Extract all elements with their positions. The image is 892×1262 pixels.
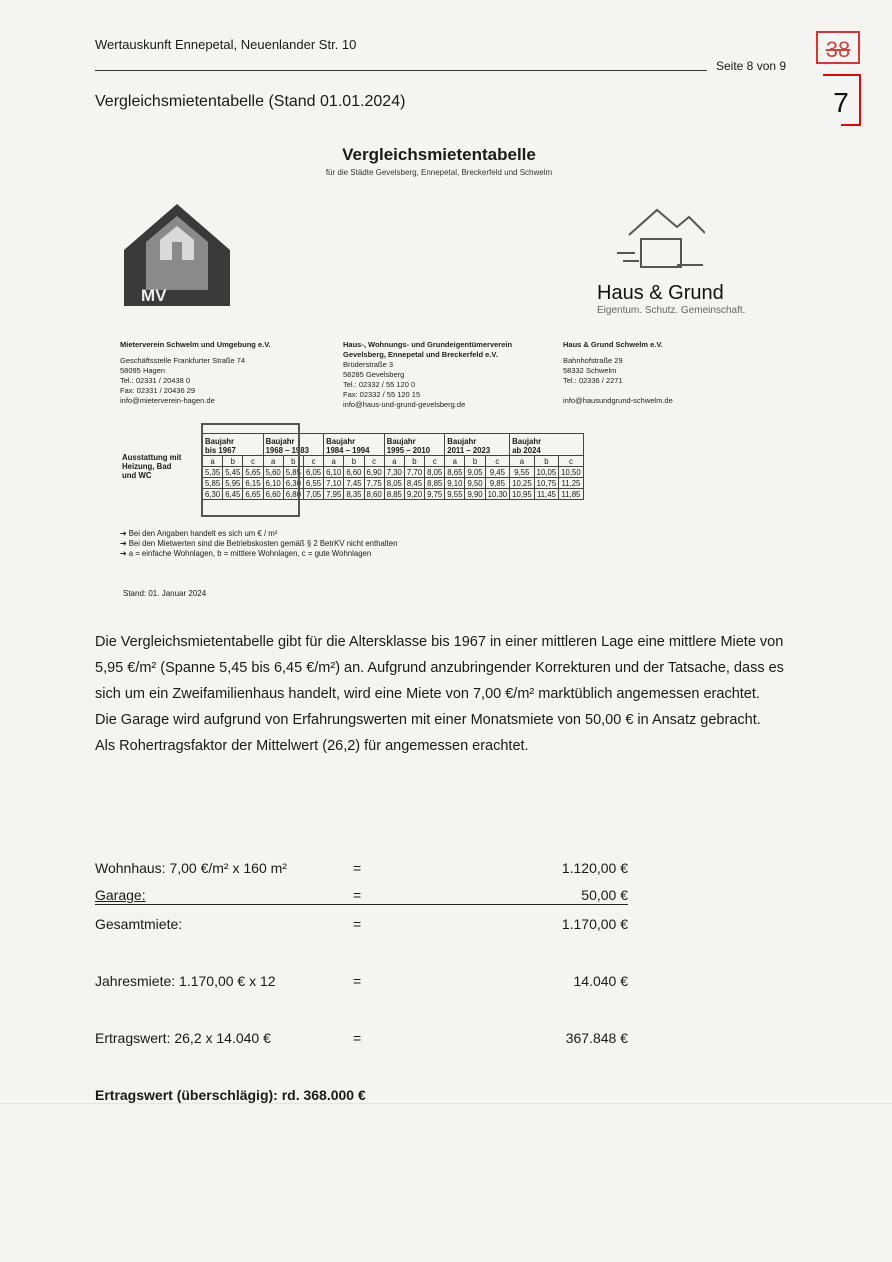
table-stand-date: Stand: 01. Januar 2024 <box>123 589 207 598</box>
page-number: Seite 8 von 9 <box>716 59 787 73</box>
table-cell: 6,15 <box>243 478 263 489</box>
table-cell: 6,60 <box>263 489 283 500</box>
table-cell: 5,95 <box>223 478 243 489</box>
org-line: Tel.: 02331 / 20438 0 <box>120 376 191 385</box>
sub-column-header: b <box>223 456 243 467</box>
table-cell: 7,45 <box>344 478 364 489</box>
calc-gesamt-label: Gesamtmiete: <box>95 916 183 932</box>
row-label <box>120 434 203 500</box>
paragraph: Die Garage wird aufgrund von Erfahrungswerten mit einer Monatsmiete von 50,00 € in Ansatz gebracht. <box>95 712 761 728</box>
table-cell: 9,50 <box>465 478 485 489</box>
group-header: Baujahr bis 1967 <box>203 434 264 456</box>
calc-equals: = <box>353 887 362 903</box>
table-cell: 6,10 <box>324 467 344 478</box>
org-mieterverein <box>120 340 271 406</box>
stamp-new-page: 7 <box>823 74 861 124</box>
table-cell: 9,85 <box>485 478 510 489</box>
row-label-line: und WC <box>122 471 152 480</box>
org-line: Geschäftsstelle Frankfurter Straße 74 <box>120 356 246 365</box>
table-cell: 7,10 <box>324 478 344 489</box>
table-cell: 10,25 <box>510 478 535 489</box>
sub-column-header: a <box>324 456 344 467</box>
org-name-line2: Gevelsberg, Ennepetal und Breckerfeld e.V. <box>343 350 498 359</box>
rent-comparison-table <box>120 433 584 500</box>
table-cell: 8,45 <box>404 478 424 489</box>
note-item: ➔ a = einfache Wohnlagen, b = mittlere Wohnlagen, c = gute Wohnlagen <box>120 549 372 558</box>
note-item: ➔ Bei den Mietwerten sind die Betriebskosten gemäß § 2 BetrKV nicht enthalten <box>120 539 398 548</box>
table-cell: 10,50 <box>559 467 584 478</box>
stamp-old-page: 38 <box>816 31 860 64</box>
org-line: info@hausundgrund-schwelm.de <box>563 396 673 405</box>
header-title: Wertauskunft Ennepetal, Neuenlander Str. 10 <box>95 37 357 52</box>
table-notes <box>120 529 397 559</box>
table-cell: 9,55 <box>510 467 535 478</box>
table-cell: 5,35 <box>203 467 223 478</box>
org-name: Haus & Grund Schwelm e.V. <box>563 340 663 349</box>
table-cell: 8,05 <box>425 467 445 478</box>
table-doc-title: Vergleichsmietentabelle <box>342 145 536 164</box>
note-item: ➔ Bei den Angaben handelt es sich um € / m² <box>120 529 278 538</box>
calc-equals: = <box>353 860 362 876</box>
sub-column-header: c <box>485 456 510 467</box>
table-cell: 5,45 <box>223 467 243 478</box>
haus-und-grund-name: Haus & Grund <box>597 282 724 304</box>
calc-ertrag-label: Ertragswert: 26,2 x 14.040 € <box>95 1030 271 1046</box>
org-name: Mieterverein Schwelm und Umgebung e.V. <box>120 340 271 349</box>
sub-column-header: b <box>404 456 424 467</box>
table-cell: 10,95 <box>510 489 535 500</box>
table-cell: 7,05 <box>303 489 323 500</box>
table-cell: 5,85 <box>283 467 303 478</box>
sub-column-header: b <box>534 456 559 467</box>
table-cell: 8,35 <box>344 489 364 500</box>
table-cell: 9,05 <box>465 467 485 478</box>
calc-wohnhaus-value: 1.120,00 € <box>561 860 628 876</box>
table-cell: 11,45 <box>534 489 559 500</box>
sub-column-header: a <box>445 456 465 467</box>
table-doc-subtitle: für die Städte Gevelsberg, Ennepetal, Breckerfeld und Schwelm <box>325 168 553 177</box>
table-cell: 6,60 <box>344 467 364 478</box>
sub-column-header: c <box>303 456 323 467</box>
org-line: info@haus-und-grund-gevelsberg.de <box>343 400 466 409</box>
table-cell: 5,60 <box>263 467 283 478</box>
calc-garage-value: 50,00 € <box>581 887 628 903</box>
org-line: Brüderstraße 3 <box>343 360 394 369</box>
sub-column-header: c <box>559 456 584 467</box>
org-name: Haus-, Wohnungs- und Grundeigentümerverein <box>343 340 513 349</box>
mieterverein-logo <box>122 202 232 306</box>
table-cell: 7,75 <box>364 478 384 489</box>
table-cell: 9,75 <box>425 489 445 500</box>
sub-column-header: c <box>364 456 384 467</box>
calc-equals: = <box>353 973 362 989</box>
table-cell: 8,85 <box>384 489 404 500</box>
table-cell: 8,60 <box>364 489 384 500</box>
calc-wohnhaus-label: Wohnhaus: 7,00 €/m² x 160 m² <box>95 860 287 876</box>
table-cell: 9,20 <box>404 489 424 500</box>
calc-jahres-value: 14.040 € <box>573 973 628 989</box>
org-line: Bahnhofstraße 29 <box>563 356 623 365</box>
calc-equals: = <box>353 916 362 932</box>
table-cell: 6,10 <box>263 478 283 489</box>
table-cell: 7,30 <box>384 467 404 478</box>
calc-garage-label: Garage: <box>95 887 146 903</box>
table-cell: 10,05 <box>534 467 559 478</box>
table-cell: 8,65 <box>445 467 465 478</box>
org-line: Fax: 02331 / 20436 29 <box>120 386 196 395</box>
calc-jahres-label: Jahresmiete: 1.170,00 € x 12 <box>95 973 276 989</box>
table-cell: 10,75 <box>534 478 559 489</box>
table-cell: 6,30 <box>283 478 303 489</box>
sub-column-header: a <box>263 456 283 467</box>
org-line: 58285 Gevelsberg <box>343 370 405 379</box>
header-rule <box>95 70 707 71</box>
paragraph: Als Rohertragsfaktor der Mittelwert (26,2) für angemessen erachtet. <box>95 738 529 754</box>
sub-column-header: b <box>465 456 485 467</box>
mv-logo-text: MV <box>141 286 167 305</box>
table-cell: 6,30 <box>203 489 223 500</box>
body-text <box>95 629 805 759</box>
table-cell: 6,90 <box>364 467 384 478</box>
calc-gesamt-value: 1.170,00 € <box>561 916 628 932</box>
table-cell: 9,10 <box>445 478 465 489</box>
sub-column-header: c <box>425 456 445 467</box>
calc-ertrag-value: 367.848 € <box>565 1030 628 1046</box>
table-cell: 6,80 <box>283 489 303 500</box>
row-label-line: Ausstattung mit <box>122 453 182 462</box>
sub-column-header: a <box>510 456 535 467</box>
sub-column-header: a <box>203 456 223 467</box>
table-cell: 11,25 <box>559 478 584 489</box>
scan-edge <box>0 1103 892 1104</box>
org-line: 58095 Hagen <box>120 366 166 375</box>
table-cell: 8,85 <box>425 478 445 489</box>
table-header-row <box>120 434 583 456</box>
table-cell: 6,65 <box>243 489 263 500</box>
org-line: Tel.: 02336 / 2271 <box>563 376 623 385</box>
highlight-box-bis-1967 <box>201 423 300 517</box>
org-line: 58332 Schwelm <box>563 366 617 375</box>
row-label-line: Heizung, Bad <box>122 462 172 471</box>
calc-equals: = <box>353 1030 362 1046</box>
group-header: Baujahr 2011 – 2023 <box>445 434 510 456</box>
table-cell: 11,85 <box>559 489 584 500</box>
paragraph: Die Vergleichsmietentabelle gibt für die Altersklasse bis 1967 in einer mittleren Lage eine mittlere Miete von 5,95 €/m² (Spanne 5,45 bis 6,45 €/m²) an. Aufgrund anzubringender Korrekturen und der Tatsache, dass es sich um ein Zweifamilienhaus handelt, wird eine Miete von 7,00 €/m² marktüblich angemessen erachtet. <box>95 634 784 702</box>
table-cell: 7,70 <box>404 467 424 478</box>
org-haus-und-grund-schwelm <box>563 340 673 406</box>
table-cell: 6,05 <box>303 467 323 478</box>
table-cell: 8,05 <box>384 478 404 489</box>
sub-column-header: b <box>344 456 364 467</box>
group-header: Baujahr 1984 – 1994 <box>324 434 385 456</box>
sub-column-header: a <box>384 456 404 467</box>
table-cell: 5,85 <box>203 478 223 489</box>
org-line: Tel.: 02332 / 55 120 0 <box>343 380 416 389</box>
group-header: Baujahr 1995 – 2010 <box>384 434 445 456</box>
table-cell: 9,90 <box>465 489 485 500</box>
table-cell: 10,30 <box>485 489 510 500</box>
group-header: Baujahr 1968 – 1983 <box>263 434 324 456</box>
table-cell: 7,95 <box>324 489 344 500</box>
haus-und-grund-slogan: Eigentum. Schutz. Gemeinschaft. <box>597 305 746 316</box>
org-line: info@mieterverein-hagen.de <box>120 396 215 405</box>
sub-column-header: b <box>283 456 303 467</box>
table-cell: 5,65 <box>243 467 263 478</box>
table-cell: 9,45 <box>485 467 510 478</box>
group-header: Baujahr ab 2024 <box>510 434 584 456</box>
section-title: Vergleichsmietentabelle (Stand 01.01.2024) <box>95 93 406 110</box>
org-haus-wohnungs-verein <box>343 340 512 410</box>
org-line: Fax: 02332 / 55 120 15 <box>343 390 421 399</box>
table-cell: 6,45 <box>223 489 243 500</box>
final-value: Ertragswert (überschlägig): rd. 368.000 € <box>95 1087 366 1103</box>
calc-sum-rule <box>95 904 628 905</box>
table-cell: 6,55 <box>303 478 323 489</box>
table-cell: 9,55 <box>445 489 465 500</box>
sub-column-header: c <box>243 456 263 467</box>
haus-und-grund-logo-icon <box>615 205 705 275</box>
